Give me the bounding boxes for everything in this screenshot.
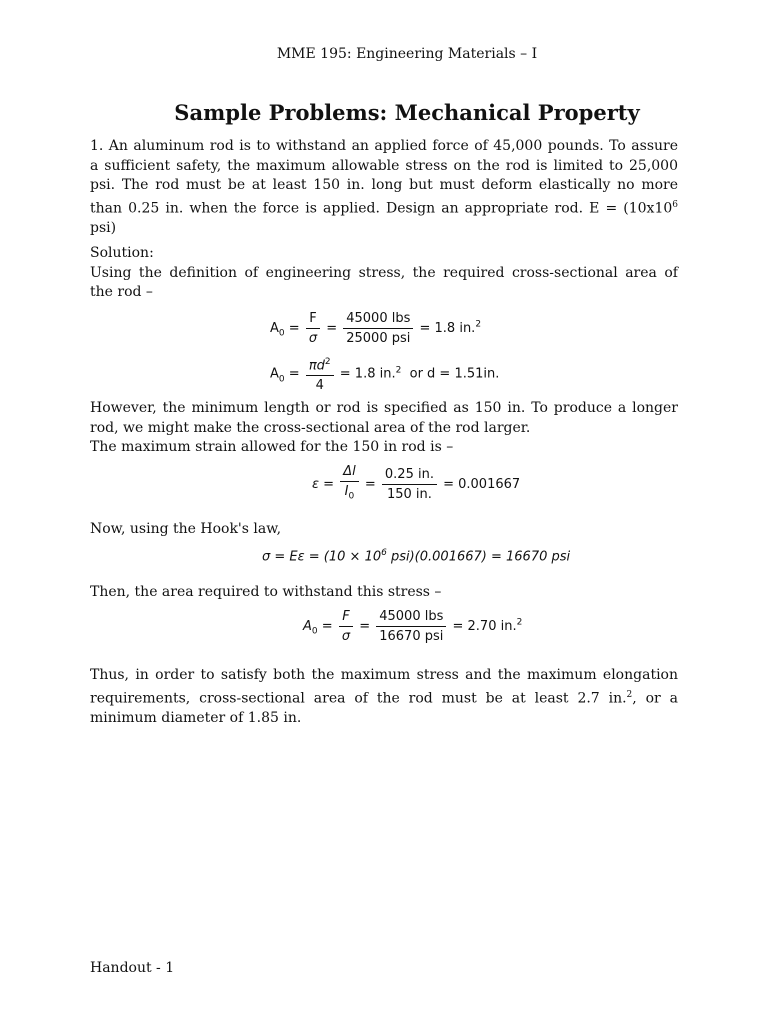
problem-line: psi) [90, 219, 117, 236]
hooke-paragraph [90, 520, 678, 540]
solution-line: Using the definition of engineering stress, the required cross-sectional area of [90, 264, 678, 281]
solution-intro [90, 244, 678, 303]
hooke-label: Now, using the Hook's law, [90, 521, 282, 537]
paragraph-line: The maximum strain allowed for the 150 in rod is – [90, 439, 454, 455]
equation-strain: ε = $\frac{\Delta l}{I_0}$ = $\frac{0.25 in.}{150 in.}$ = 0.001667 [312, 464, 521, 502]
page-title: Sample Problems: Mechanical Property [174, 100, 640, 125]
problem-statement [90, 137, 678, 238]
equation-hooke: $\sigma = E\varepsilon = (10 \times 10^6$ psi)(0.001667) = 16670 psi [262, 548, 571, 565]
area-paragraph [90, 583, 678, 603]
footer-label: Handout - 1 [90, 960, 175, 976]
problem-line: than 0.25 in. when the force is applied. Design an appropriate rod. $E = (10x10^6$ [90, 199, 678, 217]
solution-line: the rod – [90, 284, 153, 300]
conclusion-line: minimum diameter of 1.85 in. [90, 709, 302, 726]
length-paragraph [90, 399, 678, 458]
paragraph-line: rod, we might make the cross-sectional area of the rod larger. [90, 419, 531, 436]
paragraph-line: However, the minimum length or rod is specified as 150 in. To produce a longer [90, 400, 678, 416]
area-label: Then, the area required to withstand this stress – [90, 584, 442, 600]
equation-area-diameter: $A_0$ = $\frac{\pi d^2}{4}$ = 1.8 in.$^2$ or d = 1.51in. [270, 357, 500, 394]
problem-line: psi. The rod must be at least 150 in. long but must deform elastically no more [90, 177, 678, 193]
conclusion-line: Thus, in order to satisfy both the maximum stress and the maximum elongation [90, 667, 678, 683]
equation-area-stress: $A_0$ = $\frac{F}{\sigma}$ = $\frac{\text{45000 lbs}}{\text{25000 psi}}$ = 1.8 in.$^2$ [270, 311, 482, 346]
problem-line: 1. An aluminum rod is to withstand an applied force of 45,000 pounds. To assure [90, 138, 678, 154]
course-header: MME 195: Engineering Materials – I [276, 46, 538, 62]
conclusion-line: requirements, cross-sectional area of the rod must be at least 2.7 in.$^2$, or a [90, 689, 678, 707]
equation-area-final: $A_0$ = $\frac{F}{\sigma}$ = $\frac{\text{45000 lbs}}{\text{16670 psi}}$ = 2.70 in.$^2$ [303, 609, 523, 644]
conclusion-paragraph [90, 666, 678, 728]
problem-line: a sufficient safety, the maximum allowable stress on the rod is limited to 25,000 [90, 157, 678, 174]
solution-label: Solution: [90, 245, 154, 261]
